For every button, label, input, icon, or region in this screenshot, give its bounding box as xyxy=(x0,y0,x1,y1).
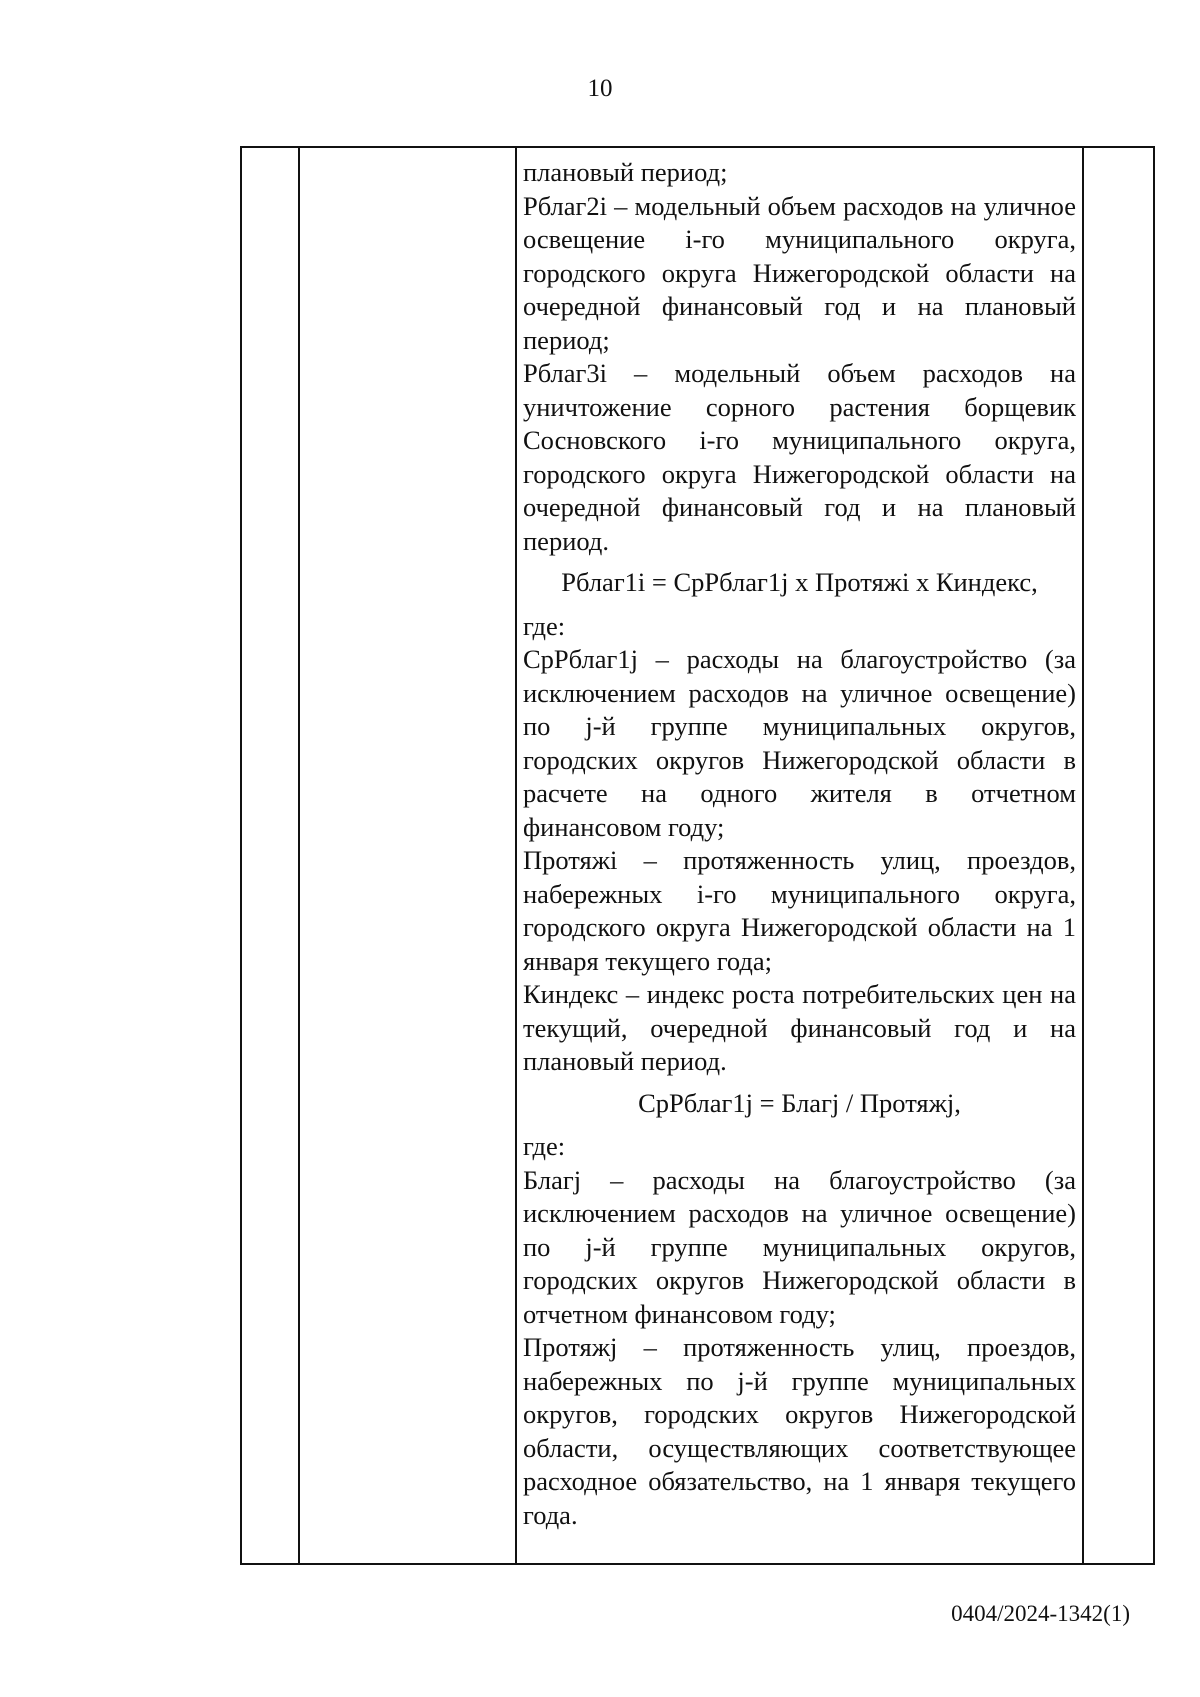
formula: Рблаг1i = СрРблаг1j х Протяжi х Киндекс, xyxy=(561,567,1038,597)
paragraph: плановый период; xyxy=(523,157,728,187)
content-table xyxy=(240,146,1155,1565)
description-text xyxy=(517,148,1082,1532)
table-cell-name xyxy=(299,147,516,1564)
page-number: 10 xyxy=(587,75,613,102)
document-code: 0404/2024-1342(1) xyxy=(951,1601,1130,1626)
table-cell-number xyxy=(241,147,299,1564)
paragraph: Рблаг2i – модельный объем расходов на уличное освещение i-го муниципального округа, городского округа Нижегородской области на очередной финансовый год и на плановый период; xyxy=(523,190,1076,355)
formula: СрРблаг1j = Благj / Протяжj, xyxy=(638,1087,961,1118)
paragraph: СрРблаг1j – расходы на благоустройство (за исключением расходов на уличное освещение) по j-й группе муниципальных округов, городских округов Нижегородской области в расчете на одного жителя в отчетном финансовом году; xyxy=(523,644,1076,842)
paragraph: Рблаг3i – модельный объем расходов на уничтожение сорного растения борщевик Сосновского i-го муниципального округа, городского округа Нижегородской области на очередной финансовый год и на плановый период. xyxy=(523,358,1076,556)
paragraph: Протяжj – протяженность улиц, проездов, набережных по j-й группе муниципальных округов, городских округов Нижегородской области, осуществляющих соответствующее расходное обязательство, на 1 января текущего года. xyxy=(523,1332,1076,1530)
table-cell-description xyxy=(516,147,1083,1564)
where-label: где: xyxy=(523,1131,566,1161)
table-cell-note xyxy=(1083,147,1154,1564)
paragraph: Киндекс – индекс роста потребительских цен на текущий, очередной финансовый год и на плановый период. xyxy=(523,979,1076,1076)
table-row xyxy=(241,147,1154,1564)
paragraph: Протяжi – протяженность улиц, проездов, набережных i-го муниципального округа, городского округа Нижегородской области на 1 января текущего года; xyxy=(523,845,1076,976)
where-label: где: xyxy=(523,610,566,641)
paragraph: Благj – расходы на благоустройство (за исключением расходов на уличное освещение) по j-й группе муниципальных округов, городских округов Нижегородской области в отчетном финансовом году; xyxy=(523,1164,1076,1329)
